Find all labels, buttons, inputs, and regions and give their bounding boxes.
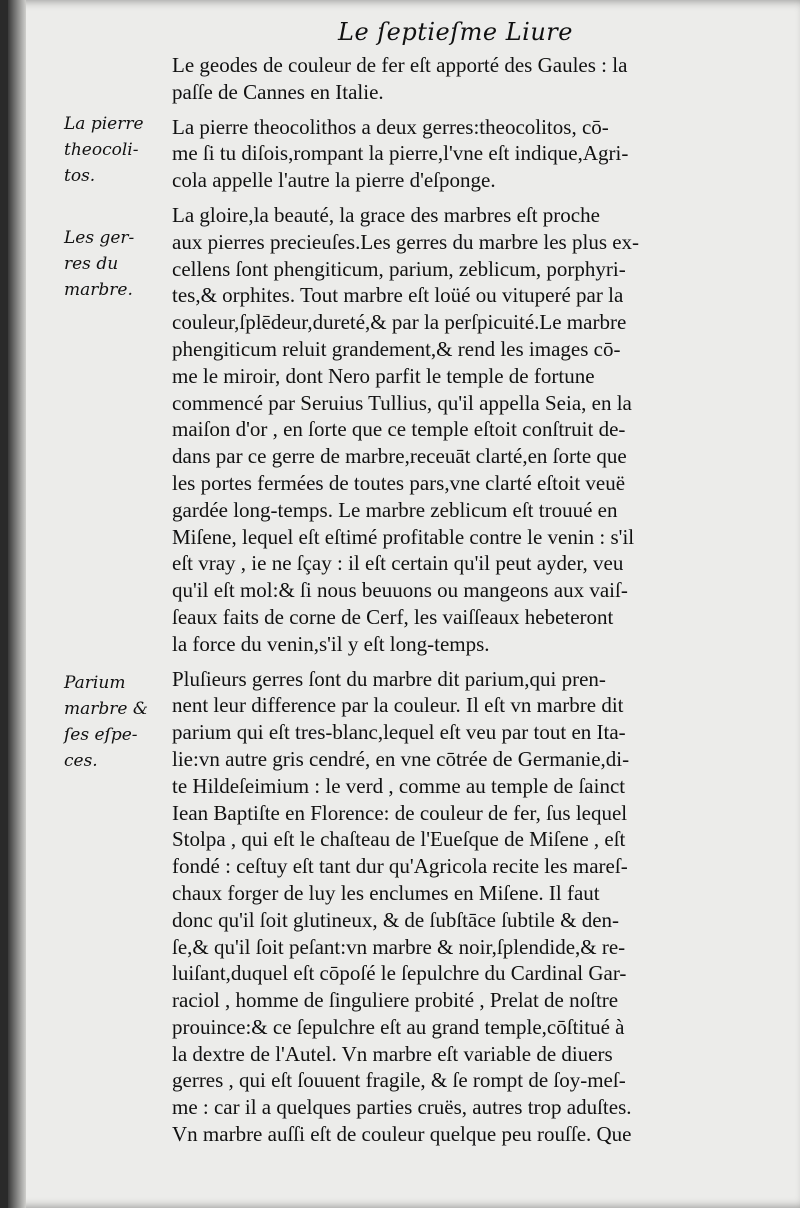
text-line: chaux forger de luy les enclumes en Miſene. Il faut <box>172 880 600 905</box>
text-line: Miſene, lequel eſt eſtimé profitable contre le venin : s'il <box>172 524 635 549</box>
text-line: prouince:& ce ſepulchre eſt au grand temple,cōſtitué à <box>172 1014 625 1039</box>
text-line: gerres , qui eſt ſouuent fragile, & ſe rompt de ſoy-meſ- <box>172 1068 626 1093</box>
paragraph-geodes <box>172 52 766 106</box>
text-line: qu'il eſt mol:& ſi nous beuuons ou mangeons aux vaiſ- <box>172 578 628 603</box>
text-line: les portes fermées de toutes pars,vne clarté eſtoit veuë <box>172 470 626 495</box>
text-line: la dextre de l'Autel. Vn marbre eſt variable de diuers <box>172 1041 613 1066</box>
text-line: phengiticum reluit grandement,& rend les images cō- <box>172 336 621 361</box>
margin-note-line: marbre. <box>64 280 133 300</box>
margin-note-line: Parium <box>64 673 126 693</box>
text-line: luiſant,duquel eſt cōpoſé le ſepulchre du Cardinal Gar- <box>172 961 627 986</box>
text-line: commencé par Seruius Tullius, qu'il appella Seia, en la <box>172 390 632 415</box>
text-line: raciol , homme de ſinguliere probité , Prelat de noſtre <box>172 988 619 1013</box>
text-line: eſt vray , ie ne ſçay : il eſt certain qu'il peut ayder, veu <box>172 551 624 576</box>
margin-note-line: marbre & <box>64 699 148 719</box>
text-line: La gloire,la beauté, la grace des marbres eſt proche <box>172 202 600 227</box>
margin-note-line: La pierre <box>64 114 144 134</box>
text-line: couleur,ſplēdeur,dureté,& par la perſpicuité.Le marbre <box>172 310 627 335</box>
text-line: cola appelle l'autre la pierre d'eſponge. <box>172 168 496 193</box>
text-line: La pierre theocolithos a deux gerres:theocolitos, cō- <box>172 114 609 139</box>
text-line: donc qu'il ſoit glutineux, & de ſubſtāce ſubtile & den- <box>172 907 620 932</box>
text-line: maiſon d'or , en ſorte que ce temple eſtoit conſtruit de- <box>172 417 626 442</box>
running-title: Le ſeptieſme Liure <box>338 18 573 46</box>
margin-note-line: res du <box>64 254 119 274</box>
text-line: Le geodes de couleur de fer eſt apporté des Gaules : la <box>172 53 628 77</box>
text-line: te Hildeſeimium : le verd , comme au temple de ſainct <box>172 773 626 798</box>
text-line: parium qui eſt tres-blanc,lequel eſt veu par tout en Ita- <box>172 720 626 745</box>
margin-note-line: tos. <box>64 166 96 186</box>
text-line: nent leur difference par la couleur. Il eſt vn marbre dit <box>172 693 624 718</box>
text-line: Iean Baptiſte en Florence: de couleur de fer, ſus lequel <box>172 800 628 825</box>
text-line: paſſe de Cannes en Italie. <box>172 79 384 104</box>
text-line: Pluſieurs gerres ſont du marbre dit parium,qui pren- <box>172 666 606 691</box>
margin-note-parium <box>64 670 184 774</box>
text-line: dans par ce gerre de marbre,receuāt clarté,en ſorte que <box>172 444 627 469</box>
page-spine-shadow <box>8 0 26 1208</box>
text-line: me : car il a quelques parties cruës, autres trop aduſtes. <box>172 1095 632 1120</box>
text-line: la force du venin,s'il y eſt long-temps. <box>172 631 490 656</box>
margin-note-gerres-marbre <box>64 225 184 303</box>
book-page <box>8 0 800 1208</box>
margin-note-line: Les ger- <box>64 228 135 248</box>
paragraph-parium <box>172 666 766 1148</box>
main-text <box>172 52 766 1148</box>
text-line: gardée long-temps. Le marbre zeblicum eſt trouué en <box>172 497 618 522</box>
text-line: cellens ſont phengiticum, parium, zeblicum, porphyri- <box>172 256 626 281</box>
margin-note-line: ſes eſpe- <box>64 725 138 745</box>
paragraph-theocolithos <box>172 114 766 194</box>
text-line: Stolpa , qui eſt le chaſteau de l'Eueſque de Miſene , eſt <box>172 827 626 852</box>
text-line: Vn marbre auſſi eſt de couleur quelque peu rouſſe. Que <box>172 1122 632 1147</box>
paragraph-marbres <box>172 202 766 658</box>
text-line: ſeaux faits de corne de Cerf, les vaiſſeaux hebeteront <box>172 604 614 629</box>
text-line: me le miroir, dont Nero parfit le temple de fortune <box>172 363 595 388</box>
margin-note-line: ces. <box>64 751 98 771</box>
text-line: me ſi tu diſois,rompant la pierre,l'vne eſt indique,Agri- <box>172 141 629 166</box>
text-line: fondé : ceſtuy eſt tant dur qu'Agricola recite les mareſ- <box>172 854 628 879</box>
text-line: lie:vn autre gris cendré, en vne cōtrée de Germanie,di- <box>172 746 630 771</box>
text-line: aux pierres precieuſes.Les gerres du marbre les plus ex- <box>172 229 640 254</box>
margin-note-line: theocoli- <box>64 140 139 160</box>
text-line: ſe,& qu'il ſoit peſant:vn marbre & noir,ſplendide,& re- <box>172 934 626 959</box>
margin-note-theocolitos <box>64 111 184 189</box>
text-line: tes,& orphites. Tout marbre eſt loüé ou vituperé par la <box>172 283 624 308</box>
